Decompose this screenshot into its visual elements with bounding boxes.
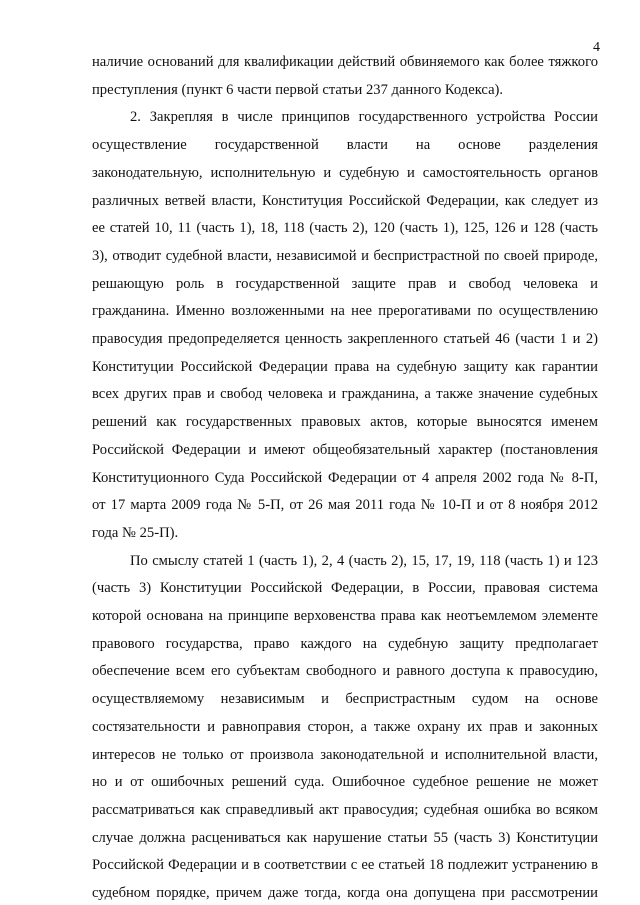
text-line: преступления (пункт 6 части первой статьи 237 данного Кодекса). <box>92 82 504 98</box>
text-line: гражданина. Именно возложенными на нее прерогативами по осуществлению <box>92 303 598 319</box>
text-line: года № 25-П). <box>92 525 179 541</box>
text-line: всех других прав и свобод человека и гражданина, а также значение судебных <box>92 386 598 402</box>
text-line: правового государства, право каждого на судебную защиту предполагает <box>92 636 598 652</box>
text-line: различных ветвей власти, Конституция Российской Федерации, как следует из <box>92 193 598 209</box>
text-line: обеспечение всем его субъектам свободного и равного доступа к правосудию, <box>92 663 598 679</box>
text-line: (часть 3) Конституции Российской Федерации, в России, правовая система <box>92 580 598 596</box>
text-line: интересов не только от произвола законодательной и исполнительной власти, <box>92 747 598 763</box>
text-line: 2. Закрепляя в числе принципов государственного устройства России <box>130 109 598 125</box>
text-line: Российской Федерации и имеют общеобязательный характер (постановления <box>92 442 598 458</box>
text-line: Конституционного Суда Российской Федерации от 4 апреля 2002 года № 8-П, <box>92 470 598 486</box>
text-line: но и от ошибочных решений суда. Ошибочное судебное решение не может <box>92 774 598 790</box>
text-line: рассматриваться как справедливый акт правосудия; судебная ошибка во всяком <box>92 802 598 818</box>
text-line: судебном порядке, причем даже тогда, когда она допущена при рассмотрении <box>92 885 598 901</box>
text-line: состязательности и равноправия сторон, а также охрану их прав и законных <box>92 719 598 735</box>
text-line: наличие оснований для квалификации действий обвиняемого как более тяжкого <box>92 54 598 70</box>
text-line: осуществление государственной власти на основе разделения <box>92 137 598 153</box>
text-line: решений как государственных правовых актов, которые выносятся именем <box>92 414 598 430</box>
text-line: которой основана на принципе верховенства права как неотъемлемом элементе <box>92 608 598 624</box>
text-line: Конституции Российской Федерации права на судебную защиту как гарантии <box>92 359 598 375</box>
text-line: законодательную, исполнительную и судебную и самостоятельность органов <box>92 165 598 181</box>
text-line: ее статей 10, 11 (часть 1), 18, 118 (часть 2), 120 (часть 1), 125, 126 и 128 (часть <box>92 220 598 236</box>
text-line: от 17 марта 2009 года № 5-П, от 26 мая 2011 года № 10-П и от 8 ноября 2012 <box>92 497 598 513</box>
text-line: случае должна расцениваться как нарушение статьи 55 (часть 3) Конституции <box>92 830 598 846</box>
text-line: правосудия предопределяется ценность закрепленного статьей 46 (части 1 и 2) <box>92 331 598 347</box>
text-line: Российской Федерации и в соответствии с ее статьей 18 подлежит устранению в <box>92 857 598 873</box>
text-line: По смыслу статей 1 (часть 1), 2, 4 (часть 2), 15, 17, 19, 118 (часть 1) и 123 <box>130 553 598 569</box>
text-line: решающую роль в государственной защите прав и свобод человека и <box>92 276 598 292</box>
text-line: осуществляемому независимым и беспристрастным судом на основе <box>92 691 598 707</box>
text-line: 3), отводит судебной власти, независимой и беспристрастной по своей природе, <box>92 248 598 264</box>
page-number: 4 <box>593 40 600 55</box>
